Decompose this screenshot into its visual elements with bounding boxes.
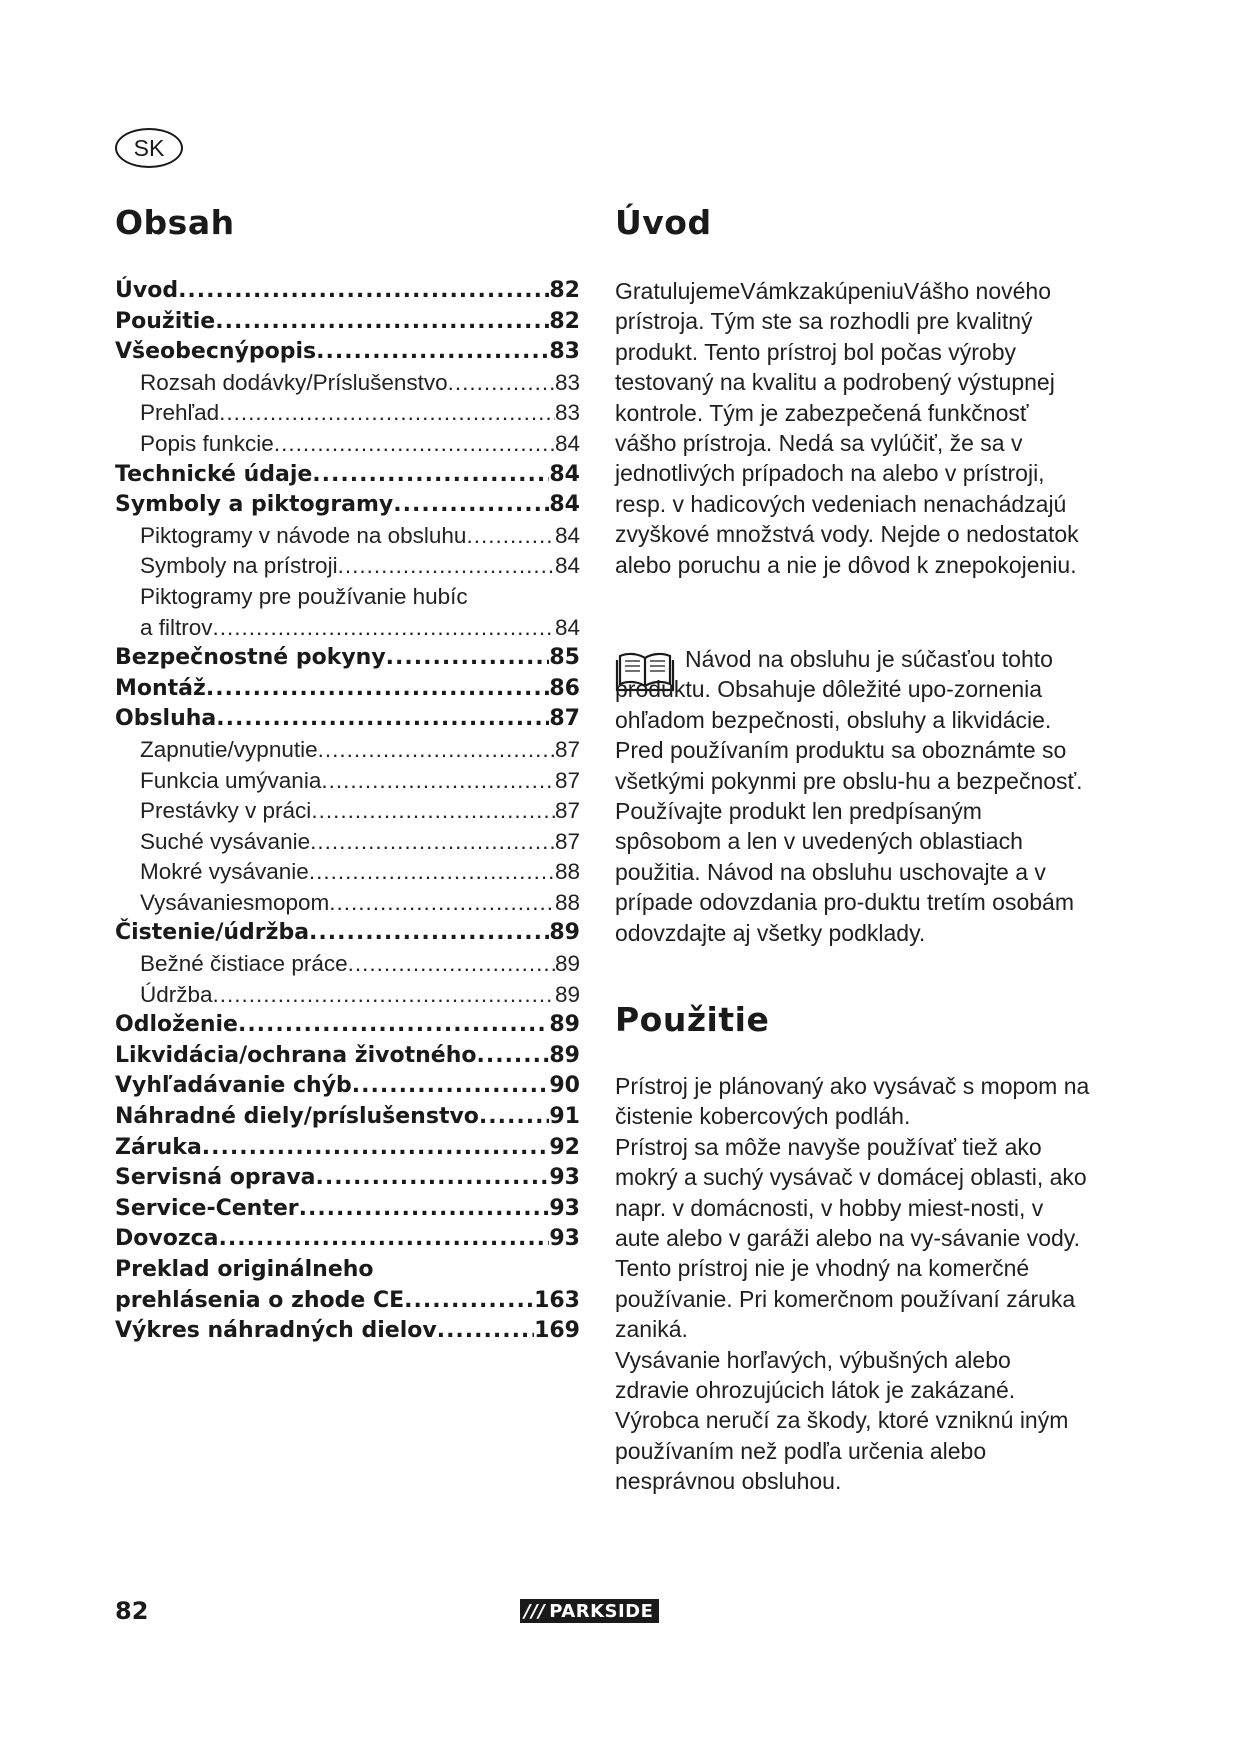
toc-dot-leader xyxy=(213,980,555,1011)
toc-entry-label: Odloženie xyxy=(115,1012,238,1038)
toc-entry-label: Náhradné diely/príslušenstvo xyxy=(115,1104,479,1130)
toc-entry-label: Záruka xyxy=(115,1134,202,1160)
toc-dot-leader xyxy=(312,460,549,491)
toc-entry xyxy=(115,1163,580,1194)
toc-dot-leader xyxy=(213,613,555,644)
toc-entry-page: 84 xyxy=(554,430,580,456)
toc-entry-label: Popis funkcie xyxy=(140,430,274,456)
toc-entry-page: 83 xyxy=(549,339,580,365)
toc-entry-page: 169 xyxy=(534,1318,580,1344)
toc-entry-page: 89 xyxy=(549,1042,580,1068)
toc-entry-label: Prehľad xyxy=(140,400,220,426)
toc-entry xyxy=(115,1071,580,1102)
toc-entry-label: Dovozca xyxy=(115,1226,219,1252)
toc-entry-page: 93 xyxy=(549,1195,580,1221)
toc-entry xyxy=(115,429,580,460)
toc-entry-page: 88 xyxy=(554,889,580,915)
intro-paragraph: GratulujemeVámkzakúpeniuVášho nového prístroja. Tým ste sa rozhodli pre kvalitný produkt. Tento prístroj bol počas výroby testovaný na kvalitu a podrobený výstupnej kontrole. Tým je zabezpečená funkčnosť vášho prístroja. Nedá sa vylúčiť, že sa v jednotlivých prípadoch na alebo v prístroji, resp. v hadicových vedeniach nenachádzajú zvyškové množstvá vody. Nejde o nedostatok alebo poruchu a nie je dôvod k znepokojeniu. xyxy=(615,278,1079,578)
toc-entry xyxy=(115,949,580,980)
toc-entry-page: 84 xyxy=(549,492,580,518)
usage-paragraph: Vysávanie horľavých, výbušných alebo zdravie ohrozujúcich látok je zakázané. Výrobca neručí za škody, ktoré vzniknú iným používaním než podľa určenia alebo nesprávnou obsluhou. xyxy=(615,1346,1069,1495)
toc-entry-page: 86 xyxy=(549,675,580,701)
toc-entry xyxy=(115,490,580,521)
toc-entry xyxy=(115,1255,580,1316)
toc-entry-page: 87 xyxy=(554,828,580,854)
toc-dot-leader xyxy=(352,1071,550,1102)
toc-dot-leader xyxy=(479,1102,549,1133)
toc-entry-page: 93 xyxy=(549,1226,580,1252)
toc-entry xyxy=(115,368,580,399)
toc-entry xyxy=(115,1224,580,1255)
toc-entry xyxy=(115,766,580,797)
toc-entry xyxy=(115,1133,580,1164)
toc-entry xyxy=(115,337,580,368)
toc-dot-leader xyxy=(393,490,549,521)
toc-dot-leader xyxy=(404,1286,534,1317)
toc-entry-page: 89 xyxy=(554,951,580,977)
toc-entry-page: 91 xyxy=(549,1104,580,1130)
toc-entry-label: Bezpečnostné pokyny xyxy=(115,645,386,671)
toc-entry-label: Technické údaje xyxy=(115,461,313,487)
toc-dot-leader xyxy=(274,429,555,460)
toc-dot-leader xyxy=(316,337,549,368)
toc-entry-label: Vysávaniesmopom xyxy=(140,889,330,915)
toc-entry-page: 84 xyxy=(554,614,580,640)
toc-entry-page: 84 xyxy=(554,553,580,579)
toc-dot-leader xyxy=(309,857,555,888)
toc-entry xyxy=(115,674,580,705)
toc-dot-leader xyxy=(311,796,555,827)
toc-entry xyxy=(115,276,580,307)
toc-entry-page: 87 xyxy=(554,767,580,793)
toc-title: Obsah xyxy=(115,203,235,242)
toc-entry-label: Service-Center xyxy=(115,1195,299,1221)
toc-dot-leader xyxy=(348,949,555,980)
toc-entry xyxy=(115,1194,580,1225)
usage-paragraph: Prístroj je plánovaný ako vysávač s mopom na čistenie kobercových podláh. xyxy=(615,1073,1090,1130)
toc-entry-page: 93 xyxy=(549,1165,580,1191)
toc-entry-page: 89 xyxy=(554,981,580,1007)
toc-entry-label: Piktogramy pre používanie hubíc xyxy=(140,583,468,609)
toc-dot-leader xyxy=(309,918,549,949)
toc-dot-leader xyxy=(215,307,549,338)
toc-dot-leader xyxy=(316,1163,550,1194)
toc-entry-page: 89 xyxy=(549,920,580,946)
toc-entry-label: Bežné čistiace práce xyxy=(140,951,348,977)
toc-entry-label: Likvidácia/ochrana životného xyxy=(115,1042,477,1068)
toc-entry xyxy=(115,857,580,888)
toc-entry-page: 82 xyxy=(549,278,580,303)
toc-dot-leader xyxy=(437,1316,534,1347)
page-number: 82 xyxy=(115,1597,149,1625)
toc-entry xyxy=(115,643,580,674)
toc-entry-page: 90 xyxy=(549,1073,580,1099)
toc-entry-label: Piktogramy v návode na obsluhu xyxy=(140,522,467,548)
language-badge: SK xyxy=(115,128,183,168)
toc-entry-label: Symboly a piktogramy xyxy=(115,492,394,518)
toc-entry-label: Všeobecnýpopis xyxy=(115,339,317,365)
toc-entry-label: Úvod xyxy=(115,278,179,303)
toc-entry xyxy=(115,398,580,429)
toc-dot-leader xyxy=(219,398,555,429)
toc-entry-page: 85 xyxy=(549,645,580,671)
toc-entry xyxy=(115,582,580,643)
toc-entry xyxy=(115,1010,580,1041)
toc-entry xyxy=(115,307,580,338)
toc-entry xyxy=(115,980,580,1011)
toc-entry-label: Údržba xyxy=(140,981,213,1007)
usage-title: Použitie xyxy=(615,1000,770,1039)
toc-entry-page: 92 xyxy=(549,1134,580,1160)
toc-dot-leader xyxy=(477,1041,550,1072)
toc-entry-label: Prestávky v práci xyxy=(140,798,312,824)
toc-dot-leader xyxy=(321,766,555,797)
toc-entry-page: 87 xyxy=(554,736,580,762)
toc-entry-label: Montáž xyxy=(115,675,206,701)
toc-entry xyxy=(115,704,580,735)
toc-entry xyxy=(115,1316,580,1347)
toc-dot-leader xyxy=(318,735,555,766)
toc-entry-page: 88 xyxy=(554,859,580,885)
toc-entry-page: 84 xyxy=(549,461,580,487)
toc-entry-page: 87 xyxy=(549,706,580,732)
toc-dot-leader xyxy=(329,888,555,919)
parkside-logo xyxy=(520,1599,659,1623)
toc-dot-leader xyxy=(238,1010,549,1041)
toc-dot-leader xyxy=(206,674,550,705)
toc-entry-page: 87 xyxy=(554,798,580,824)
usage-section xyxy=(615,1071,1090,1497)
toc-entry-label: Funkcia umývania xyxy=(140,767,322,793)
toc-entry xyxy=(115,888,580,919)
toc-entry-label: Čistenie/údržba xyxy=(115,920,310,946)
logo-slashes: /// xyxy=(524,1600,546,1622)
toc-entry-label: Preklad originálneho xyxy=(115,1257,374,1282)
toc-dot-leader xyxy=(466,521,555,552)
toc-entry-label: Použitie xyxy=(115,308,216,334)
toc-entry-page: 83 xyxy=(554,400,580,426)
toc-entry-label: Symboly na prístroji xyxy=(140,553,338,579)
toc-dot-leader xyxy=(219,1224,550,1255)
toc-entry-label: Servisná oprava xyxy=(115,1165,316,1191)
logo-brand: PARKSIDE xyxy=(549,1600,654,1622)
toc-dot-leader xyxy=(299,1194,550,1225)
toc-entry xyxy=(115,796,580,827)
toc-entry-label: Zapnutie/vypnutie xyxy=(140,736,318,762)
manual-note-paragraph: Návod na obsluhu je súčasťou tohto produktu. Obsahuje dôležité upo-zornenia ohľadom bezpečnosti, obsluhy a likvidácie. Pred používaním produktu sa oboznámte so všetkými pokynmi pre obslu-hu a bezpečnosť. Používajte produkt len predpísaným spôsobom a len v uvedených oblastiach použitia. Návod na obsluhu uschovajte a v prípade odovzdania pro-duktu tretím osobám odovzdajte aj všetky podklady. xyxy=(615,646,1083,946)
toc-entry-page: 89 xyxy=(549,1012,580,1038)
toc-entry xyxy=(115,918,580,949)
toc-entry xyxy=(115,1041,580,1072)
toc-dot-leader xyxy=(178,276,549,307)
toc-entry-label: Vyhľadávanie chýb xyxy=(115,1073,352,1099)
toc-dot-leader xyxy=(386,643,550,674)
toc-entry-label: Rozsah dodávky/Príslušenstvo xyxy=(140,369,448,395)
toc-entry xyxy=(115,521,580,552)
toc-dot-leader xyxy=(310,827,555,858)
toc-entry xyxy=(115,827,580,858)
toc-entry-label: Obsluha xyxy=(115,706,217,732)
toc-entry xyxy=(115,551,580,582)
toc-entry xyxy=(115,1102,580,1133)
toc-entry-page: 163 xyxy=(534,1287,580,1313)
toc-entry-page: 83 xyxy=(554,369,580,395)
toc-dot-leader xyxy=(216,704,549,735)
toc-entry-label: Výkres náhradných dielov xyxy=(115,1318,437,1344)
toc-entry-page: 82 xyxy=(549,308,580,334)
toc-dot-leader xyxy=(448,368,555,399)
toc-entry-label-cont: prehlásenia o zhode CE xyxy=(115,1287,405,1313)
intro-title: Úvod xyxy=(615,203,712,242)
toc-entry-label: Mokré vysávanie xyxy=(140,859,309,885)
table-of-contents xyxy=(115,276,580,1347)
toc-entry-label: Suché vysávanie xyxy=(140,828,311,854)
toc-dot-leader xyxy=(338,551,555,582)
toc-dot-leader xyxy=(202,1133,550,1164)
toc-entry xyxy=(115,460,580,491)
toc-entry-page: 84 xyxy=(554,522,580,548)
toc-entry-label-cont: a filtrov xyxy=(140,614,213,640)
usage-paragraph: Prístroj sa môže navyše používať tiež ako mokrý a suchý vysávač v domácej oblasti, ako napr. v domácnosti, v hobby miest-nosti, v aute alebo v garáži alebo na vy-sávanie vody. Tento prístroj nie je vhodný na komerčné používanie. Pri komerčnom používaní záruka zaniká. xyxy=(615,1133,1087,1343)
toc-entry xyxy=(115,735,580,766)
